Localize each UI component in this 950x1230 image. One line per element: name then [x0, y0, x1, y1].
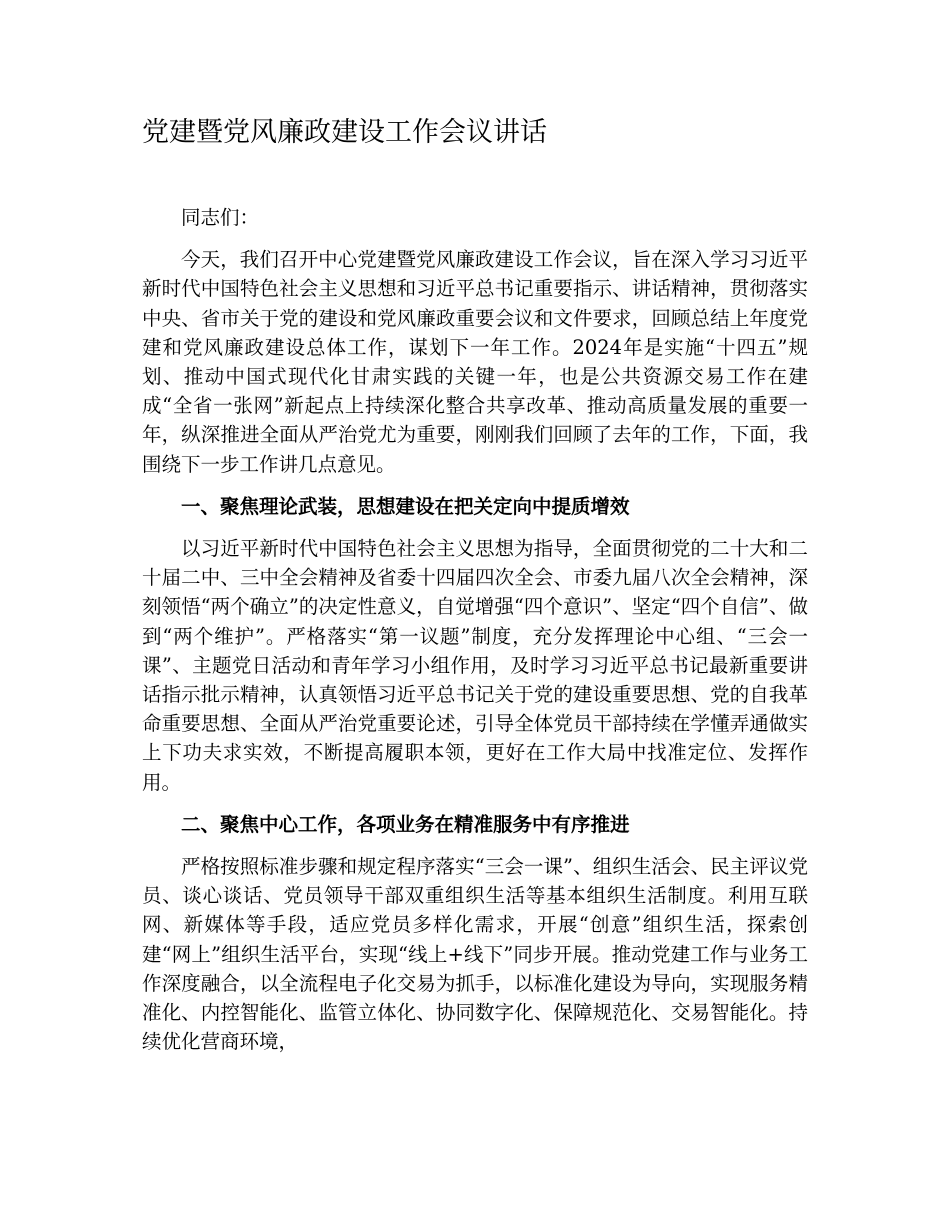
section-heading-2: 二、聚焦中心工作，各项业务在精准服务中有序推进 — [181, 812, 630, 836]
greeting: 同志们： — [181, 206, 260, 229]
document-title: 党建暨党风廉政建设工作会议讲话 — [142, 117, 547, 148]
section-heading-1: 一、聚焦理论武装，思想建设在把关定向中提质增效 — [181, 494, 630, 518]
section-paragraph-1: 以习近平新时代中国特色社会主义思想为指导，全面贯彻党的二十大和二十届二中、三中全会精神及省委十四届四次全会、市委九届八次全会精神，深刻领悟“两个确立”的决定性意义，自觉增强“四个意识”、坚定“四个自信”、做到“两个维护”。严格落实“第一议题”制度，充分发挥理论中心组、“三会一课”、主题党日活动和青年学习小组作用，及时学习习近平总书记最新重要讲话指示批示精神，认真领悟习近平总书记关于党的建设重要思想、党的自我革命重要思想、全面从严治党重要论述，引导全体党员干部持续在学懂弄通做实上下功夫求实效，不断提高履职本领，更好在工作大局中找准定位、发挥作用。 — [142, 537, 808, 794]
document-body — [142, 203, 808, 1056]
section-paragraph-2: 严格按照标准步骤和规定程序落实“三会一课”、组织生活会、民主评议党员、谈心谈话、党员领导干部双重组织生活等基本组织生活制度。利用互联网、新媒体等手段，适应党员多样化需求，开展“创意”组织生活，探索创建“网上”组织生活平台，实现“线上+线下”同步开展。推动党建工作与业务工作深度融合，以全流程电子化交易为抓手，以标准化建设为导向，实现服务精准化、内控智能化、监管立体化、协同数字化、保障规范化、交易智能化。持续优化营商环境， — [142, 855, 808, 1054]
intro-paragraph: 今天，我们召开中心党建暨党风廉政建设工作会议，旨在深入学习习近平新时代中国特色社会主义思想和习近平总书记重要指示、讲话精神，贯彻落实中央、省市关于党的建设和党风廉政重要会议和文件要求，回顾总结上年度党建和党风廉政建设总体工作，谋划下一年工作。2024年是实施“十四五”规划、推动中国式现代化甘肃实践的关键一年，也是公共资源交易工作在建成“全省一张网”新起点上持续深化整合共享改革、推动高质量发展的重要一年，纵深推进全面从严治党尤为重要，刚刚我们回顾了去年的工作，下面，我围绕下一步工作讲几点意见。 — [142, 248, 808, 476]
